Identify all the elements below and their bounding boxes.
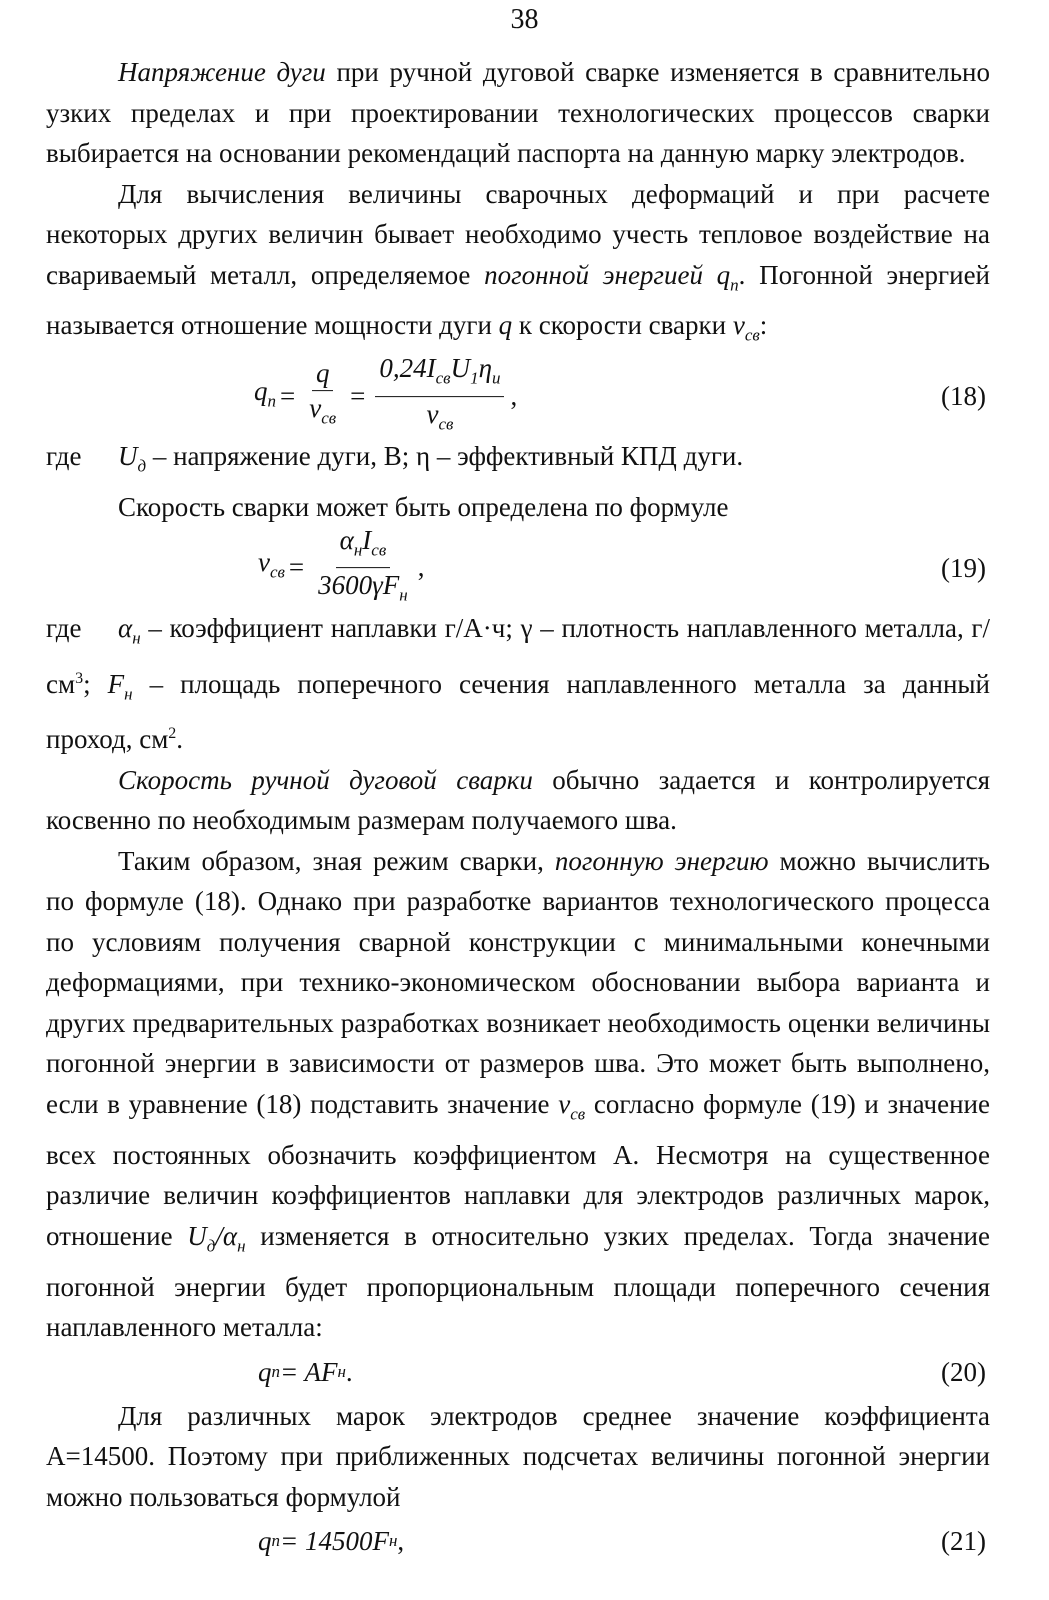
term-arc-voltage: Напряжение дуги: [118, 57, 326, 87]
fraction-q-over-v: $\frac{q}{v_{св}}$: [309, 358, 337, 428]
paragraph-manual-speed: Скорость ручной дуговой сварки обычно задается и контролируется косвенно по необходимым размерам получаемого шва.: [46, 764, 991, 836]
equation-20: q п = AF н . (20): [46, 1348, 990, 1396]
paragraph-welding-speed: Скорость сварки может быть определена по формуле: [118, 492, 729, 523]
equation-number-19: (19): [941, 552, 986, 583]
term-heat-input-2: погонную энергию: [554, 845, 769, 876]
paragraph-heat-input: Для вычисления величины сварочных деформаций и при расчете некоторых других величин бывает необходимо учесть тепловое воздействие на свариваемый металл, определяемое погонной энергией $q_п$. Погонной энергией называется отношение мощности дуги q к скорости сварки $v_{св}$:: [46, 178, 991, 345]
equation-19: $v_{св}$ = $\frac{\alpha_нI_{св}}{3600\gamma F_н}$ , (19): [46, 528, 990, 608]
body-text: [46, 52, 990, 1565]
page-number: 38: [510, 4, 539, 35]
paragraph-estimation: Таким образом, зная режим сварки, погонную энергию можно вычислить по формуле (18). Однако при разработке вариантов технологического процесса по условиям получения сварной конструкции с минимальными конечными деформациями, при технико-экономическом обосновании выбора варианта и других предварительных разработках возникает необходимость оценки величины погонной энергии в зависимости от размеров шва. Это может быть выполнено, если в уравнение (18) подставить значение $v_{св}$ согласно формуле (19) и значение всех постоянных обозначить коэффициентом А. Несмотря на существенное различие величин коэффициентов наплавки для электродов различных марок, отношение $U_д/\alpha_н$ изменяется в относительно узких пределах. Тогда значение погонной энергии будет пропорциональным площади поперечного сечения наплавленного металла:: [46, 845, 990, 1343]
term-heat-input: погонной энергией $q_п$: [484, 259, 739, 294]
equation-21: q п = 14500F н , (21): [46, 1517, 990, 1565]
paragraph-arc-voltage: Напряжение дуги при ручной дуговой сварке изменяется в сравнительно узких пределах и при проектировании технологических процессов сварки выбирается на основании рекомендаций паспорта на данную марку электродов.: [46, 57, 991, 168]
definition-deposition: где $\alpha_н$ – коэффициент наплавки г/А·ч; γ – плотность наплавленного металла, $г/см^3$; $F_н$ – площадь поперечного сечения наплавленного металла за данный проход, $см^2$.: [46, 612, 990, 755]
definition-arc-voltage: где $U_д$ – напряжение дуги, В; η – эффективный КПД дуги.: [46, 441, 744, 476]
fraction-power-over-v: $\frac{0,24I_{св}U_1\eta_и}{v_{св}}$: [375, 353, 504, 439]
equation-number-18: (18): [941, 381, 986, 412]
term-manual-speed: Скорость ручной дуговой сварки: [118, 764, 533, 795]
fraction-welding-speed: $\frac{\alpha_нI_{св}}{3600\gamma F_н}$: [318, 524, 408, 605]
equation-number-21: (21): [941, 1525, 986, 1556]
equation-18: $q_п$ = $\frac{q}{v_{св}}$ = $\frac{0,24I_{св}U_1\eta_и}{v_{св}}$ , (18): [46, 356, 990, 436]
paragraph-coefficient: Для различных марок электродов среднее значение коэффициента А=14500. Поэтому при приближенных подсчетах величины погонной энергии можно пользоваться формулой: [46, 1400, 990, 1512]
equation-number-20: (20): [941, 1356, 986, 1387]
